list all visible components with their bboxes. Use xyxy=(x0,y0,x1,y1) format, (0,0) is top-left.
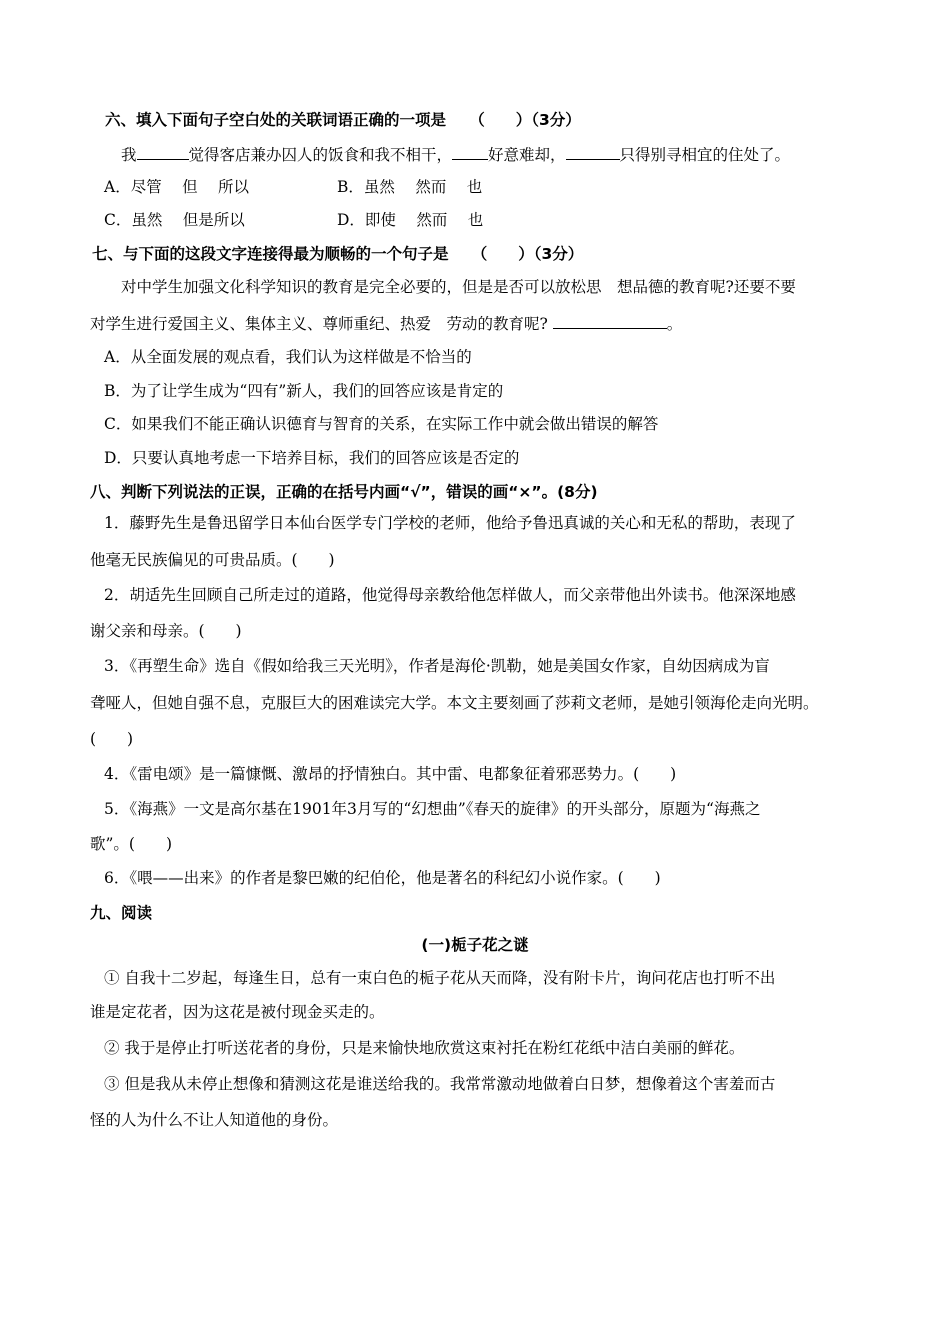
section7-passage-line2 xyxy=(90,314,682,334)
answer-blank-2[interactable] xyxy=(452,145,488,160)
reading-p1-line2: 谁是定花者，因为这花是被付现金买走的。 xyxy=(90,1003,385,1021)
reading-p3-line2: 怪的人为什么不让人知道他的身份。 xyxy=(90,1111,339,1129)
section8-title: 八、判断下列说法的正误，正确的在括号内画“√”，错误的画“×”。(8分) xyxy=(90,483,598,501)
section6-title: 六、填入下面句子空白处的关联词语正确的一项是 （ ）（3分） xyxy=(105,111,581,129)
passage-answer-blank[interactable] xyxy=(553,314,667,329)
section9-subtitle: (一)栀子花之谜 xyxy=(421,936,529,954)
section8-item5-line2: 歌”。( ) xyxy=(90,835,173,853)
section6-option-d: D．即使 然而 也 xyxy=(337,211,484,229)
section6-sentence xyxy=(121,145,790,165)
section7-title: 七、与下面的这段文字连接得最为顺畅的一个句子是 （ ）（3分） xyxy=(92,245,584,263)
reading-p3-line1: ③ 但是我从未停止想像和猜测这花是谁送给我的。我常常激动地做着白日梦，想像着这个害羞而古 xyxy=(104,1075,776,1093)
section7-option-c: C．如果我们不能正确认识德育与智育的关系，在实际工作中就会做出错误的解答 xyxy=(104,415,659,433)
passage-line2-text: 对学生进行爱国主义、集体主义、尊师重纪、热爱 劳动的教育呢? xyxy=(90,315,553,333)
section8-item6-line1: 6．《喂——出来》的作者是黎巴嫩的纪伯伦，他是著名的科纪幻小说作家。( ) xyxy=(104,869,661,887)
sentence-part-4: 只得别寻相宜的住处了。 xyxy=(619,146,791,164)
section9-title: 九、阅读 xyxy=(90,904,153,922)
section8-item3-line1: 3．《再塑生命》选自《假如给我三天光明》，作者是海伦·凯勒，她是美国女作家，自幼因病成为盲 xyxy=(104,657,770,675)
section7-passage-line1: 对中学生加强文化科学知识的教育是完全必要的，但是是否可以放松思 想品德的教育呢?还要不要 xyxy=(121,278,796,296)
section6-option-b: B．虽然 然而 也 xyxy=(337,178,483,196)
section6-option-a: A．尽管 但 所以 xyxy=(104,178,250,196)
section6-option-c: C．虽然 但是所以 xyxy=(104,211,245,229)
section8-item3-line3: ( ) xyxy=(90,730,134,748)
reading-p2-line1: ② 我于是停止打听送花者的身份，只是来愉快地欣赏这束衬托在粉红花纸中洁白美丽的鲜花。 xyxy=(104,1039,745,1057)
answer-blank-1[interactable] xyxy=(137,145,189,160)
answer-blank-3[interactable] xyxy=(566,145,620,160)
section8-item2-line1: 2．胡适先生回顾自己所走过的道路，他觉得母亲教给他怎样做人，而父亲带他出外读书。他深深地感 xyxy=(104,586,796,604)
sentence-part-2: 觉得客店兼办囚人的饭食和我不相干， xyxy=(188,146,453,164)
sentence-part-3: 好意难却， xyxy=(488,146,566,164)
section8-item1-line2: 他毫无民族偏见的可贵品质。( ) xyxy=(90,551,335,569)
passage-line2-end: 。 xyxy=(666,315,683,333)
sentence-part-1: 我 xyxy=(121,146,137,164)
section8-item5-line1: 5．《海燕》一文是高尔基在1901年3月写的“幻想曲”《春天的旋律》的开头部分，原题为“海燕之 xyxy=(104,800,761,818)
section8-item2-line2: 谢父亲和母亲。( ) xyxy=(90,622,242,640)
section8-item1-line1: 1．藤野先生是鲁迅留学日本仙台医学专门学校的老师，他给予鲁迅真诚的关心和无私的帮助，表现了 xyxy=(104,514,796,532)
reading-p1-line1: ① 自我十二岁起，每逢生日，总有一束白色的栀子花从天而降，没有附卡片，询问花店也打听不出 xyxy=(104,969,776,987)
section7-option-b: B．为了让学生成为“四有”新人，我们的回答应该是肯定的 xyxy=(104,382,504,400)
section8-item3-line2: 聋哑人，但她自强不息，克服巨大的困难读完大学。本文主要刻画了莎莉文老师，是她引领海伦走向光明。 xyxy=(90,694,819,712)
section7-option-d: D．只要认真地考虑一下培养目标，我们的回答应该是否定的 xyxy=(104,449,520,467)
section7-option-a: A．从全面发展的观点看，我们认为这样做是不恰当的 xyxy=(104,348,472,366)
section8-item4-line1: 4．《雷电颂》是一篇慷慨、激昂的抒情独白。其中雷、电都象征着邪恶势力。( ) xyxy=(104,765,677,783)
